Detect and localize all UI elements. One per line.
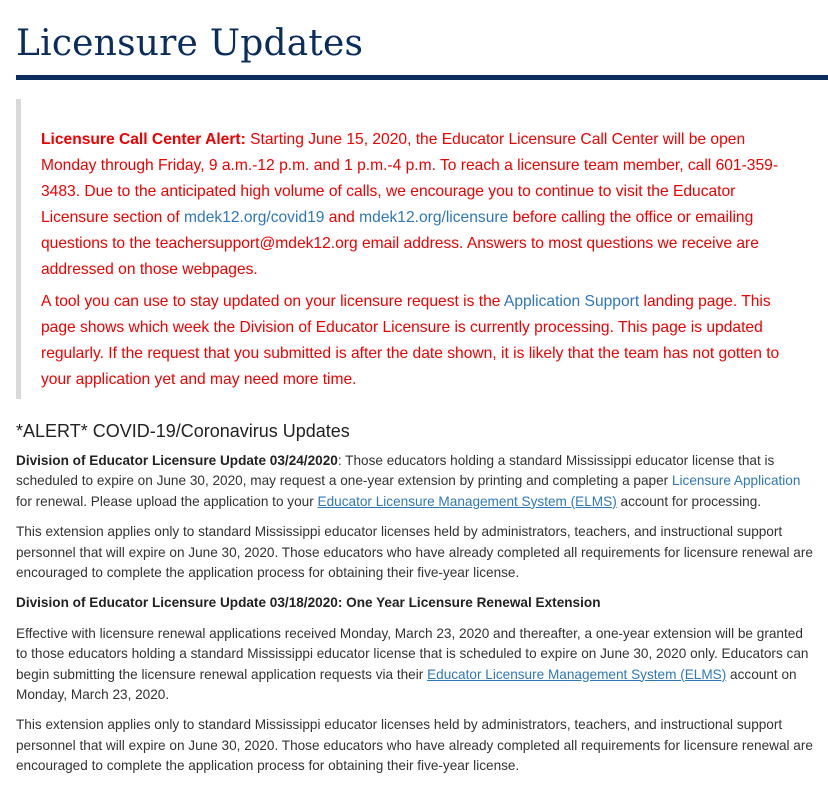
title-divider: [16, 75, 828, 80]
elms-link-2[interactable]: Educator Licensure Management System (ELMS): [427, 666, 727, 682]
update-0318-heading-text: Division of Educator Licensure Update 03/18/2020: [16, 595, 338, 611]
alert-label: Licensure Call Center Alert:: [41, 131, 246, 148]
update-0318-extension-paragraph: This extension applies only to standard Mississippi educator licenses held by administrators, teachers, and instructional support personnel that will expire on June 30, 2020. Those educators who have already completed all requirements for licensure renewal are encouraged to complete the application process for obtaining their five-year license.: [16, 717, 813, 774]
page-title: Licensure Updates: [16, 23, 364, 64]
update-0324-text-2: for renewal. Please upload the application to your: [16, 493, 318, 509]
alert-text-2: and: [324, 209, 360, 226]
update-0324-text-1: : Those educators holding a standard Mississippi educator license that is scheduled to expire on June 30, 2020, may request a one-year extension by printing and completing a paper: [16, 453, 775, 489]
covid19-link[interactable]: mdek12.org/covid19: [184, 209, 325, 226]
licensure-application-link[interactable]: Licensure Application: [671, 473, 801, 489]
update-0318-heading-paragraph: [16, 593, 814, 613]
licensure-link[interactable]: mdek12.org/licensure: [359, 209, 509, 226]
alert-paragraph-2: [41, 289, 788, 393]
alert-text-1: Starting June 15, 2020, the Educator Licensure Call Center will be open Monday through Friday, 9 a.m.-12 p.m. and 1 p.m.-4 p.m. To reach a licensure team member, call 601-359-3483. Due to the anticipated high volume of calls, we encourage you to continue to visit the Educator Licensure section of: [41, 131, 779, 226]
update-0318-paragraph: [16, 624, 814, 706]
alert-text-4: A tool you can use to stay updated on your licensure request is the: [41, 293, 504, 310]
covid-updates-heading: *ALERT* COVID-19/Coronavirus Updates: [16, 421, 350, 441]
call-center-alert-box: [16, 99, 812, 399]
updates-content: [16, 451, 814, 787]
update-0318-text-2: account on Monday, March 23, 2020.: [16, 666, 797, 703]
application-support-link[interactable]: Application Support: [503, 293, 640, 310]
update-0324-paragraph: [16, 451, 814, 512]
update-0324-text-3: account for processing.: [616, 493, 762, 509]
update-0318-text-1: Effective with licensure renewal applications received Monday, March 23, 2020 and thereafter, a one-year extension will be granted to those educators holding a standard Mississippi educator license that is scheduled to expire on June 30, 2020 only. Educators can begin submitting the licensure renewal application requests via their: [16, 625, 809, 682]
elms-link-1[interactable]: Educator Licensure Management System (ELMS): [317, 493, 617, 509]
alert-paragraph-1: [41, 127, 788, 283]
update-0318-heading: [16, 595, 601, 610]
alert-text-3: before calling the office or emailing questions to the teachersupport@mdek12.org email address. Answers to most questions we receive are addressed on those webpages.: [41, 209, 759, 278]
update-0318-subheading: : One Year Licensure Renewal Extension: [337, 595, 601, 611]
alert-text-5: landing page. This page shows which week the Division of Educator Licensure is currently processing. This page is updated regularly. If the request that you submitted is after the date shown, it is likely that the team has not gotten to your application yet and may need more time.: [41, 293, 780, 388]
update-0324-extension-paragraph: This extension applies only to standard Mississippi educator licenses held by administrators, teachers, and instructional support personnel that will expire on June 30, 2020. Those educators who have already completed all requirements for licensure renewal are encouraged to complete the application process for obtaining their five-year license.: [16, 524, 813, 581]
update-0324-heading: Division of Educator Licensure Update 03/24/2020: [16, 453, 338, 468]
